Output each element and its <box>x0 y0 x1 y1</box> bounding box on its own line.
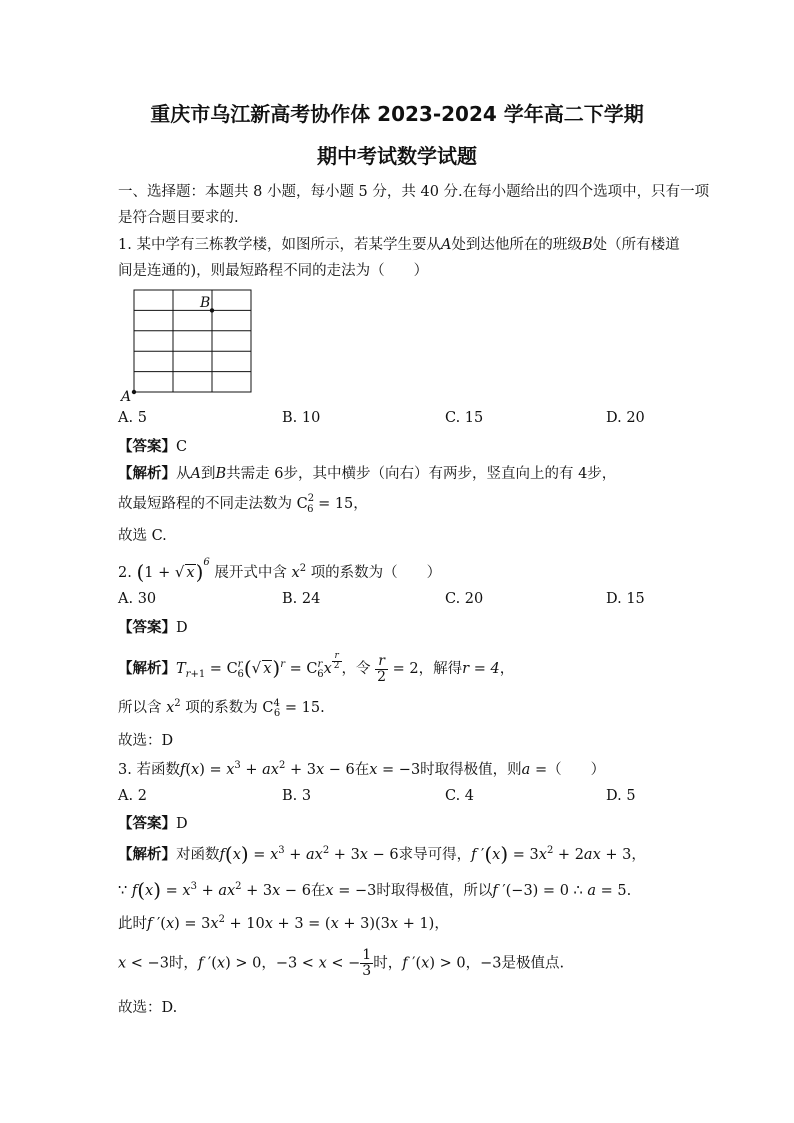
q2-option-c: C. 20 <box>445 591 484 607</box>
point-b-dot <box>210 308 214 312</box>
q1-option-d: D. 20 <box>606 410 645 426</box>
q3-conclusion: 故选：D. <box>118 1000 178 1016</box>
q1-conclusion: 故选 C. <box>118 528 167 544</box>
q2-analysis-line1: 【解析】$T_{r+1} = C^r_6(√$ $x)^r = C^r_6x$ $^{\frac{r}{2}}$ ，令 $\frac{r}{2}$ = 2，解得r = 4， <box>118 651 515 685</box>
q3-analysis-line2: ∵ $f(x) = x^3 + ax^2 + 3x - 6$在x = −3时取得极值，所以f ′(−3) = 0 ∴ a = 5. <box>118 878 632 902</box>
q3-analysis-line4: x < −3时，f ′(x) > 0，−3 < x < − $\frac{1}{3}$ 时，f ′(x) > 0，−3是极值点. <box>118 947 565 979</box>
q2-option-a: A. 30 <box>118 591 157 607</box>
q1-option-a: A. 5 <box>118 410 147 426</box>
q3-option-b: B. 3 <box>282 788 312 804</box>
q1-answer: 【答案】C <box>118 438 188 455</box>
grid-label-b: B <box>200 295 211 311</box>
q3-option-c: C. 4 <box>445 788 475 804</box>
q1-analysis-line2: 故最短路程的不同走法数为 $C^2_6 = 15$， <box>118 493 368 515</box>
section-instruction-line1: 一、选择题：本题共 8 小题，每小题 5 分，共 40 分.在每小题给出的四个选项中，只有一项 <box>118 184 710 200</box>
section-instruction-line2: 是符合题目要求的. <box>118 210 239 226</box>
grid-lines <box>134 290 251 392</box>
q3-option-a: A. 2 <box>118 788 147 804</box>
q1-option-b: B. 10 <box>282 410 321 426</box>
q2-option-b: B. 24 <box>282 591 321 607</box>
q1-stem-line2: 间是连通的)，则最短路程不同的走法为（ ） <box>118 263 429 279</box>
q2-analysis-line2: 所以含 $x^2$ 项的系数为 $C^4_6 = 15$. <box>118 698 325 719</box>
q3-analysis-line1: 【解析】对函数$f(x) = x^3 + ax^2 + 3x - 6$求导可得，f $'(x) = 3x^2 + 2ax + 3$， <box>118 842 646 866</box>
exam-title-line2: 期中考试数学试题 <box>317 144 477 168</box>
q1-analysis-line1: 【解析】从A到B共需走 6步，其中横步（向右）有两步，竖直向上的有 4步， <box>118 465 617 482</box>
q1-stem-line1: 1. 某中学有三栋教学楼，如图所示，若某学生要从A处到达他所在的班级B处（所有楼道 <box>118 237 680 253</box>
q3-answer: 【答案】D <box>118 815 188 832</box>
q2-stem: 2. (1 + √ x)$^6$ 展开式中含 $x^2$ 项的系数为（ ） <box>118 557 442 584</box>
point-a-dot <box>132 390 136 394</box>
q3-option-d: D. 5 <box>606 788 636 804</box>
q2-option-d: D. 15 <box>606 591 645 607</box>
q2-answer: 【答案】D <box>118 619 188 636</box>
q1-option-c: C. 15 <box>445 410 484 426</box>
grid-label-a: A <box>121 389 132 404</box>
q3-analysis-line3: 此时f $'(x) = 3x^2 + 10x + 3 = (x + 3)(3x + 1)$， <box>118 914 449 932</box>
q1-grid-figure <box>112 284 262 404</box>
exam-title-line1: 重庆市乌江新高考协作体 2023-2024 学年高二下学期 <box>150 102 644 126</box>
q3-stem: 3. 若函数$f(x) = x^3 + ax^2 + 3x - 6$在x = −3时取得极值，则a =（ ） <box>118 760 606 778</box>
q2-conclusion: 故选：D <box>118 733 174 749</box>
